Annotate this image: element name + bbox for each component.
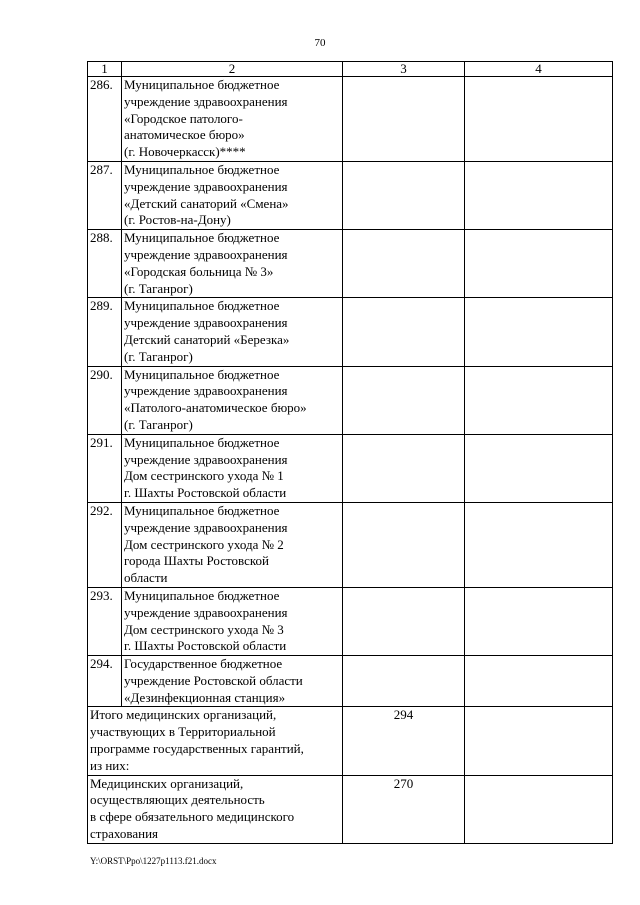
text-line: (г. Ростов-на-Дону) bbox=[124, 212, 231, 228]
text-line: Муниципальное бюджетное bbox=[124, 434, 280, 450]
column-3-cell bbox=[343, 656, 465, 707]
text-line: из них: bbox=[90, 757, 130, 773]
column-3-cell bbox=[343, 77, 465, 162]
text-line: области bbox=[124, 570, 168, 586]
organization-name bbox=[122, 366, 343, 434]
column-4-cell bbox=[465, 230, 613, 298]
text-line: анатомическое бюро» bbox=[124, 127, 245, 143]
column-3-cell bbox=[343, 161, 465, 229]
text-line: Муниципальное бюджетное bbox=[124, 230, 280, 246]
table-row bbox=[88, 434, 613, 502]
organization-name bbox=[122, 161, 343, 229]
text-line: «Детский санаторий «Смена» bbox=[124, 195, 289, 211]
text-line: Муниципальное бюджетное bbox=[124, 502, 280, 518]
text-line: программе государственных гарантий, bbox=[90, 741, 304, 757]
text-line: участвующих в Территориальной bbox=[90, 724, 276, 740]
organization-name bbox=[122, 77, 343, 162]
row-number: 289. bbox=[88, 298, 122, 366]
table-row bbox=[88, 502, 613, 587]
table-header-row bbox=[88, 62, 613, 77]
table-row bbox=[88, 230, 613, 298]
organization-name bbox=[122, 587, 343, 655]
text-line: Дом сестринского ухода № 1 bbox=[124, 468, 284, 484]
page-number: 70 bbox=[314, 37, 326, 49]
text-line: Муниципальное бюджетное bbox=[124, 77, 280, 92]
text-line: Итого медицинских организаций, bbox=[90, 707, 277, 723]
text-line: Муниципальное бюджетное bbox=[124, 161, 280, 177]
column-3-cell bbox=[343, 230, 465, 298]
text-line: учреждение здравоохранения bbox=[124, 604, 288, 620]
text-line: (г. Новочеркасск)**** bbox=[124, 144, 246, 160]
text-line: учреждение здравоохранения bbox=[124, 246, 288, 262]
text-line: «Патолого-анатомическое бюро» bbox=[124, 400, 307, 416]
column-4-cell bbox=[465, 366, 613, 434]
column-header-2: 2 bbox=[122, 62, 343, 77]
organization-name bbox=[122, 656, 343, 707]
table-row bbox=[88, 587, 613, 655]
text-line: Дом сестринского ухода № 3 bbox=[124, 621, 284, 637]
row-number: 291. bbox=[88, 434, 122, 502]
column-header-3: 3 bbox=[343, 62, 465, 77]
column-4-cell bbox=[465, 298, 613, 366]
text-line: (г. Таганрог) bbox=[124, 280, 193, 296]
row-number: 293. bbox=[88, 587, 122, 655]
table-row bbox=[88, 656, 613, 707]
text-line: «Дезинфекционная станция» bbox=[124, 689, 286, 705]
text-line: «Городское патолого- bbox=[124, 110, 243, 126]
row-number: 292. bbox=[88, 502, 122, 587]
text-line: учреждение здравоохранения bbox=[124, 519, 288, 535]
text-line: учреждение здравоохранения bbox=[124, 315, 288, 331]
text-line: Муниципальное бюджетное bbox=[124, 366, 280, 382]
row-number: 287. bbox=[88, 161, 122, 229]
text-line: учреждение здравоохранения bbox=[124, 383, 288, 399]
text-line: учреждение здравоохранения bbox=[124, 93, 288, 109]
column-4-cell bbox=[465, 707, 613, 775]
column-4-cell bbox=[465, 434, 613, 502]
organization-name bbox=[122, 434, 343, 502]
text-line: «Городская больница № 3» bbox=[124, 263, 274, 279]
text-line: Муниципальное бюджетное bbox=[124, 298, 280, 314]
column-header-4: 4 bbox=[465, 62, 613, 77]
text-line: страхования bbox=[90, 826, 159, 842]
text-line: (г. Таганрог) bbox=[124, 348, 193, 364]
text-line: г. Шахты Ростовской области bbox=[124, 485, 287, 501]
text-line: Государственное бюджетное bbox=[124, 656, 283, 672]
table-row bbox=[88, 161, 613, 229]
total-row bbox=[88, 775, 613, 843]
text-line: учреждение здравоохранения bbox=[124, 451, 288, 467]
row-number: 288. bbox=[88, 230, 122, 298]
file-path-footer: Y:\ORST\Ppo\1227p1113.f21.docx bbox=[90, 856, 217, 866]
text-line: (г. Таганрог) bbox=[124, 416, 193, 432]
total-value: 294 bbox=[343, 707, 465, 775]
column-3-cell bbox=[343, 366, 465, 434]
column-4-cell bbox=[465, 656, 613, 707]
organization-name bbox=[122, 502, 343, 587]
organizations-table bbox=[87, 61, 613, 844]
text-line: Дом сестринского ухода № 2 bbox=[124, 536, 284, 552]
organization-name bbox=[122, 298, 343, 366]
column-3-cell bbox=[343, 434, 465, 502]
total-label bbox=[88, 775, 343, 843]
total-value: 270 bbox=[343, 775, 465, 843]
column-4-cell bbox=[465, 775, 613, 843]
column-4-cell bbox=[465, 587, 613, 655]
text-line: осуществляющих деятельность bbox=[90, 792, 265, 808]
table-row bbox=[88, 77, 613, 162]
column-3-cell bbox=[343, 587, 465, 655]
table-row bbox=[88, 298, 613, 366]
text-line: г. Шахты Ростовской области bbox=[124, 638, 287, 654]
column-4-cell bbox=[465, 161, 613, 229]
text-line: в сфере обязательного медицинского bbox=[90, 809, 295, 825]
text-line: Детский санаторий «Березка» bbox=[124, 331, 290, 347]
row-number: 294. bbox=[88, 656, 122, 707]
row-number: 290. bbox=[88, 366, 122, 434]
organization-name bbox=[122, 230, 343, 298]
column-3-cell bbox=[343, 502, 465, 587]
total-label bbox=[88, 707, 343, 775]
text-line: Медицинских организаций, bbox=[90, 775, 244, 791]
row-number: 286. bbox=[88, 77, 122, 162]
text-line: города Шахты Ростовской bbox=[124, 553, 269, 569]
column-4-cell bbox=[465, 502, 613, 587]
text-line: учреждение здравоохранения bbox=[124, 178, 288, 194]
total-row bbox=[88, 707, 613, 775]
text-line: учреждение Ростовской области bbox=[124, 672, 303, 688]
column-header-1: 1 bbox=[88, 62, 122, 77]
table-row bbox=[88, 366, 613, 434]
column-3-cell bbox=[343, 298, 465, 366]
text-line: Муниципальное бюджетное bbox=[124, 587, 280, 603]
column-4-cell bbox=[465, 77, 613, 162]
